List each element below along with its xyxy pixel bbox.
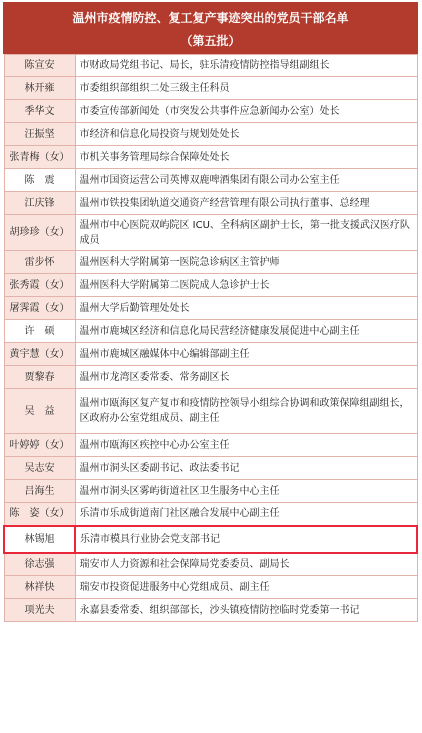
table-row: [4, 251, 417, 274]
table-row: [4, 389, 417, 434]
person-name: 黄宇慧（女）: [4, 343, 75, 366]
person-position: 市机关事务管理局综合保障处处长: [75, 146, 417, 169]
person-position: 温州市国资运营公司英博双鹿啤酒集团有限公司办公室主任: [75, 169, 417, 192]
person-position: 乐清市乐成街道南门社区融合发展中心副主任: [75, 503, 417, 526]
person-position: 市财政局党组书记、局长，驻乐清疫情防控指导组副组长: [75, 55, 417, 77]
person-position: 瑞安市投资促进服务中心党组成员、副主任: [75, 576, 417, 599]
person-position: 温州医科大学附属第一医院急诊病区主管护师: [75, 251, 417, 274]
name-list-document: [3, 2, 418, 622]
table-row: [4, 526, 417, 553]
person-name: 张秀霞（女）: [4, 274, 75, 297]
table-row: [4, 146, 417, 169]
person-name: 吕海生: [4, 480, 75, 503]
person-position: 温州市洞头区委副书记、政法委书记: [75, 457, 417, 480]
person-position: 市经济和信息化局投资与规划处处长: [75, 123, 417, 146]
person-name: 汪振坚: [4, 123, 75, 146]
table-row: [4, 192, 417, 215]
person-position: 温州市瓯海区复产复市和疫情防控领导小组综合协调和政策保障组副组长，区政府办公室党组成员、副主任: [75, 389, 417, 434]
table-row: [4, 297, 417, 320]
table-row: [4, 503, 417, 526]
person-position: 市委组织部组织二处三级主任科员: [75, 77, 417, 100]
list-header: [3, 2, 418, 54]
table-row: [4, 123, 417, 146]
person-name: 项光夫: [4, 599, 75, 622]
person-position: 温州市鹿城区经济和信息化局民营经济健康发展促进中心副主任: [75, 320, 417, 343]
person-name: 陈 震: [4, 169, 75, 192]
person-name: 叶婷婷（女）: [4, 434, 75, 457]
person-name: 林锡旭: [4, 526, 75, 553]
person-name: 许 硕: [4, 320, 75, 343]
person-name: 胡珍珍（女）: [4, 215, 75, 251]
person-name: 吴志安: [4, 457, 75, 480]
person-position: 乐清市模具行业协会党支部书记: [75, 526, 417, 553]
table-row: [4, 169, 417, 192]
list-subtitle: （第五批）: [180, 34, 241, 48]
table-row: [4, 480, 417, 503]
person-name: 陈 姿（女）: [4, 503, 75, 526]
person-name: 张青梅（女）: [4, 146, 75, 169]
person-name: 林开雍: [4, 77, 75, 100]
list-title: 温州市疫情防控、复工复产事迹突出的党员干部名单: [72, 11, 349, 25]
person-position: 温州市龙湾区委常委、常务副区长: [75, 366, 417, 389]
person-position: 温州市铁投集团轨道交通资产经营管理有限公司执行董事、总经理: [75, 192, 417, 215]
person-position: 温州市鹿城区融媒体中心编辑部副主任: [75, 343, 417, 366]
person-name: 屠霁霞（女）: [4, 297, 75, 320]
person-position: 温州市瓯海区疾控中心办公室主任: [75, 434, 417, 457]
person-name: 徐志强: [4, 553, 75, 576]
table-row: [4, 55, 417, 77]
table-row: [4, 77, 417, 100]
person-position: 温州市洞头区雾屿街道社区卫生服务中心主任: [75, 480, 417, 503]
table-row: [4, 215, 417, 251]
person-position: 温州大学后勤管理处处长: [75, 297, 417, 320]
table-row: [4, 100, 417, 123]
person-name: 吴 益: [4, 389, 75, 434]
person-position: 温州医科大学附属第二医院成人急诊护士长: [75, 274, 417, 297]
table-row: [4, 274, 417, 297]
table-row: [4, 457, 417, 480]
table-row: [4, 599, 417, 622]
person-name: 季华文: [4, 100, 75, 123]
person-name: 贾黎春: [4, 366, 75, 389]
table-row: [4, 320, 417, 343]
table-row: [4, 366, 417, 389]
person-name: 雷步怀: [4, 251, 75, 274]
table-row: [4, 576, 417, 599]
person-position: 永嘉县委常委、组织部部长，沙头镇疫情防控临时党委第一书记: [75, 599, 417, 622]
table-row: [4, 553, 417, 576]
names-table: [3, 54, 418, 622]
person-name: 林祥快: [4, 576, 75, 599]
person-name: 江庆锋: [4, 192, 75, 215]
person-position: 温州市中心医院双屿院区 ICU、全科病区副护士长，第一批支援武汉医疗队成员: [75, 215, 417, 251]
person-position: 瑞安市人力资源和社会保障局党委委员、副局长: [75, 553, 417, 576]
person-position: 市委宣传部新闻处（市突发公共事件应急新闻办公室）处长: [75, 100, 417, 123]
table-row: [4, 343, 417, 366]
person-name: 陈宣安: [4, 55, 75, 77]
table-row: [4, 434, 417, 457]
